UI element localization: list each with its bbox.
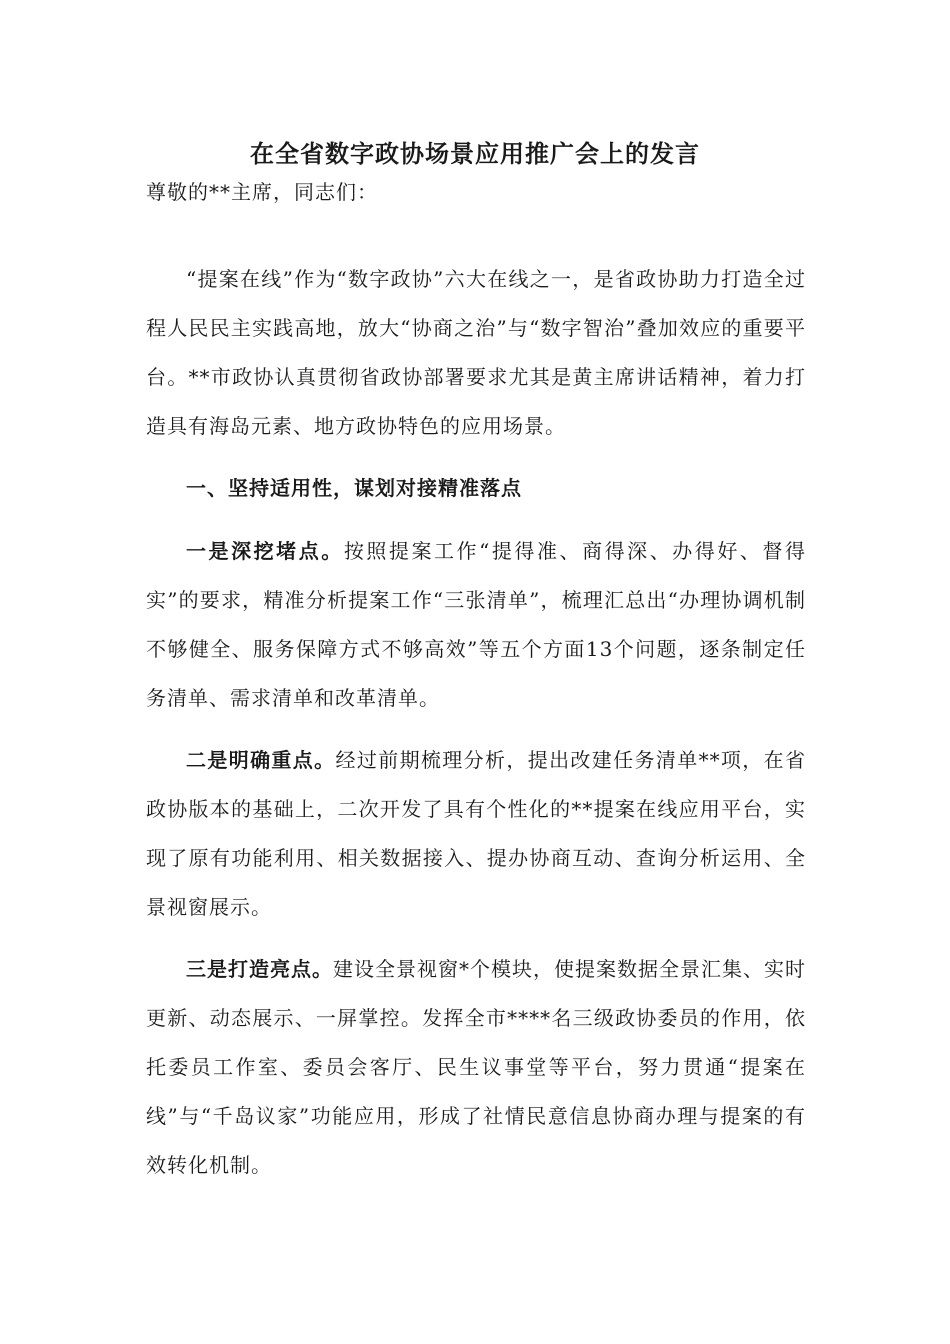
paragraph-2-body: 经过前期梳理分析，提出改建任务清单**项，在省政协版本的基础上，二次开发了具有个性化的**提案在线应用平台，实现了原有功能利用、相关数据接入、提办协商互动、查询分析运用、全景视窗展示。	[146, 748, 806, 919]
document-title: 在全省数字政协场景应用推广会上的发言	[250, 139, 700, 168]
paragraph-2	[146, 736, 806, 932]
paragraph-1-body: 按照提案工作“提得准、商得深、办得好、督得实”的要求，精准分析提案工作“三张清单”，梳理汇总出“办理协调机制不够健全、服务保障方式不够高效”等五个方面13个问题，逐条制定任务清单、需求清单和改革清单。	[146, 539, 806, 710]
paragraph-3-lead: 三是打造亮点。	[186, 957, 333, 981]
paragraph-3	[146, 945, 806, 1190]
paragraph-3-body: 建设全景视窗*个模块，使提案数据全景汇集、实时更新、动态展示、一屏掌控。发挥全市****名三级政协委员的作用，依托委员工作室、委员会客厅、民生议事堂等平台，努力贯通“提案在线”与“千岛议家”功能应用，形成了社情民意信息协商办理与提案的有效转化机制。	[146, 957, 806, 1177]
paragraph-2-lead: 二是明确重点。	[186, 748, 336, 772]
salutation-text: 尊敬的**主席，同志们：	[146, 180, 378, 204]
section-heading	[146, 464, 806, 513]
intro-paragraph	[146, 255, 806, 451]
salutation	[146, 168, 806, 217]
intro-text: “提案在线”作为“数字政协”六大在线之一，是省政协助力打造全过程人民民主实践高地，放大“协商之治”与“数字智治”叠加效应的重要平台。**市政协认真贯彻省政协部署要求尤其是黄主席讲话精神，着力打造具有海岛元素、地方政协特色的应用场景。	[146, 267, 806, 438]
paragraph-1	[146, 527, 806, 723]
section-heading-text: 一、坚持适用性，谋划对接精准落点	[186, 476, 522, 500]
paragraph-1-lead: 一是深挖堵点。	[186, 539, 344, 563]
